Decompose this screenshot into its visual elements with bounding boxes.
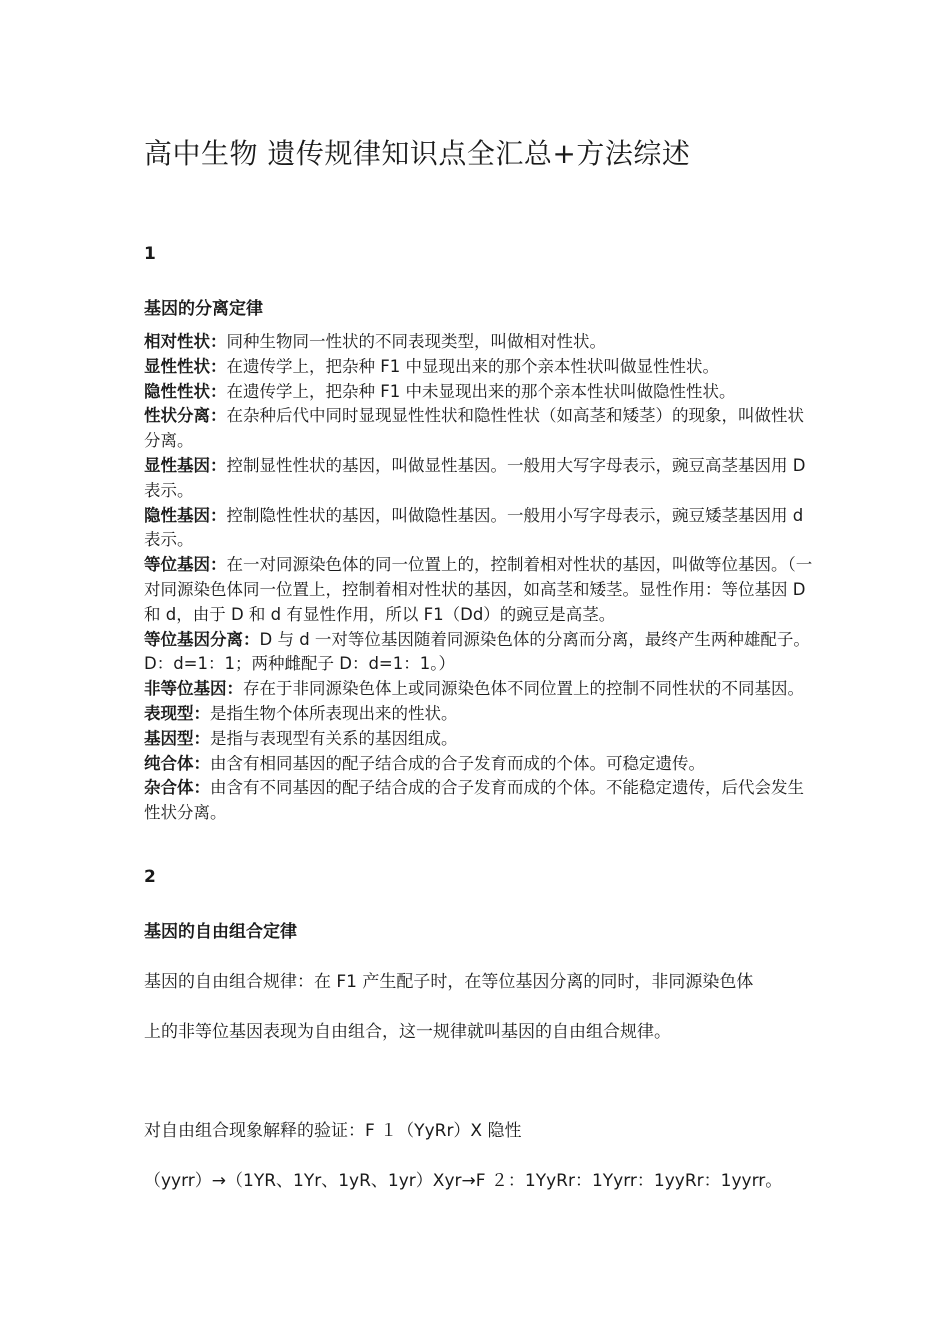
- definition-text: 是指与表现型有关系的基因组成。: [210, 728, 458, 748]
- definition-text: 在遗传学上，把杂种 F1 中未显现出来的那个亲本性状叫做隐性性状。: [226, 381, 736, 401]
- definition-item: [144, 752, 816, 777]
- document-title: 高中生物 遗传规律知识点全汇总+方法综述: [144, 137, 691, 170]
- definition-text: 是指生物个体所表现出来的性状。: [210, 703, 458, 723]
- definition-item: [144, 404, 816, 454]
- definition-item: [144, 677, 816, 702]
- definition-term: 等位基因：: [144, 555, 227, 575]
- definition-text: 在杂种后代中同时显现显性性状和隐性性状（如高茎和矮茎）的现象，叫做性状分离。: [144, 406, 804, 451]
- section-1-number: 1: [144, 244, 156, 264]
- definitions-list: [144, 330, 816, 826]
- definition-item: [144, 553, 816, 627]
- definition-term: 性状分离：: [144, 406, 227, 426]
- definition-text: 同种生物同一性状的不同表现类型，叫做相对性状。: [226, 332, 606, 351]
- verification-line-2: （yyrr）→（1YR、1Yr、1yR、1yr）Xyr→F ２：1YyRr：1Yyrr：1yyRr：1yyrr。: [144, 1171, 783, 1191]
- definition-item: [144, 702, 816, 727]
- verification-line-1: 对自由组合现象解释的验证：F １（YyRr）X 隐性: [144, 1121, 522, 1141]
- definition-term: 纯合体：: [144, 753, 210, 773]
- definition-text: 由含有不同基因的配子结合成的合子发育而成的个体。不能稳定遗传，后代会发生性状分离。: [144, 778, 804, 823]
- definition-item: [144, 727, 816, 752]
- definition-item: [144, 454, 816, 504]
- definition-text: D 与 d 一对等位基因随着同源染色体的分离而分离，最终产生两种雄配子。D：d=1：1；两种雌配子 D：d=1：1。）: [144, 629, 810, 674]
- definition-item: [144, 330, 816, 355]
- definition-text: 在一对同源染色体的同一位置上的，控制着相对性状的基因，叫做等位基因。（一对同源染色体同一位置上，控制着相对性状的基因，如高茎和矮茎。显性作用：等位基因 D 和 d，由于 D 和 d 有显性作用，所以 F1（Dd）的豌豆是高茎。: [144, 555, 813, 624]
- definition-item: [144, 504, 816, 554]
- definition-term: 基因型：: [144, 728, 210, 748]
- definition-term: 隐性性状：: [144, 381, 227, 401]
- free-combination-paragraph-line-1: 基因的自由组合规律：在 F1 产生配子时，在等位基因分离的同时，非同源染色体: [144, 972, 754, 992]
- definition-term: 杂合体：: [144, 778, 210, 798]
- free-combination-paragraph-line-2: 上的非等位基因表现为自由组合，这一规律就叫基因的自由组合规律。: [144, 1022, 671, 1042]
- definition-item: [144, 380, 816, 405]
- definition-item: [144, 776, 816, 826]
- section-2-number: 2: [144, 867, 156, 887]
- definition-term: 等位基因分离：: [144, 629, 260, 649]
- definition-term: 非等位基因：: [144, 679, 243, 699]
- definition-text: 存在于非同源染色体上或同源染色体不同位置上的控制不同性状的不同基因。: [243, 679, 804, 699]
- definition-item: [144, 628, 816, 678]
- definition-item: [144, 355, 816, 380]
- definition-text: 在遗传学上，把杂种 F1 中显现出来的那个亲本性状叫做显性性状。: [226, 356, 719, 376]
- definition-term: 显性性状：: [144, 356, 227, 376]
- definition-term: 表现型：: [144, 703, 210, 723]
- definition-text: 由含有相同基因的配子结合成的合子发育而成的个体。可稳定遗传。: [210, 753, 705, 773]
- definition-text: 控制隐性性状的基因，叫做隐性基因。一般用小写字母表示，豌豆矮茎基因用 d 表示。: [144, 505, 804, 550]
- section-2-heading: 基因的自由组合定律: [144, 922, 297, 942]
- section-1-heading: 基因的分离定律: [144, 299, 263, 319]
- definition-term: 显性基因：: [144, 455, 227, 475]
- definition-text: 控制显性性状的基因，叫做显性基因。一般用大写字母表示，豌豆高茎基因用 D 表示。: [144, 455, 806, 500]
- definition-term: 相对性状：: [144, 332, 227, 351]
- definition-term: 隐性基因：: [144, 505, 227, 525]
